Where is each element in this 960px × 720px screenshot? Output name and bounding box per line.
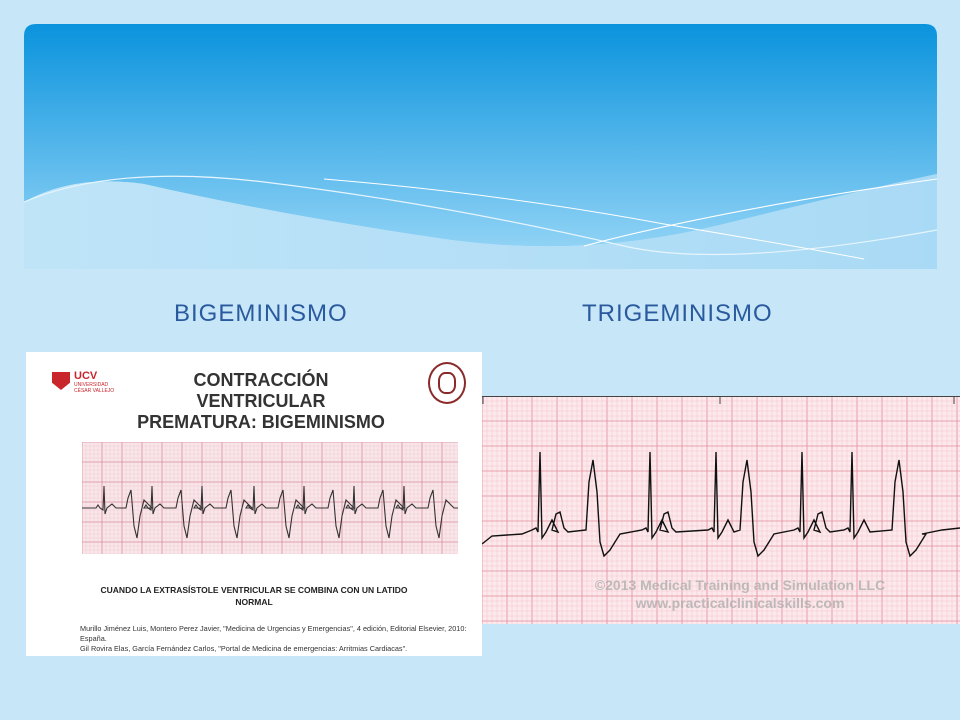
reference-line-1: Murillo Jiménez Luis, Montero Perez Javier, "Medicina de Urgencias y Emergencias", 4 edición, Editorial Elsevier, 2010: xyxy=(80,624,467,633)
slide-title-line-2: PREMATURA: BIGEMINISMO xyxy=(137,412,385,432)
reference-line-3: Gil Rovira Elas, García Fernández Carlos, "Portal de Medicina de emergencias: Arritmias Cardiacas". xyxy=(80,644,408,653)
watermark-line-1: ©2013 Medical Training and Simulation LLC xyxy=(594,577,886,593)
heading-bigeminismo: BIGEMINISMO xyxy=(174,300,348,327)
ucv-shield-icon xyxy=(52,372,70,390)
watermark-line-2: www.practicalclinicalskills.com xyxy=(635,595,845,611)
ucv-logo-subtitle: UNIVERSIDAD CÉSAR VALLEJO xyxy=(74,382,115,394)
heading-trigeminismo: TRIGEMINISMO xyxy=(582,300,773,327)
slide-title-line-1: CONTRACCIÓN VENTRICULAR xyxy=(193,370,329,411)
ucv-logo-name: UCV xyxy=(74,370,98,382)
header-banner xyxy=(24,24,937,269)
bigeminy-ecg-strip xyxy=(82,442,458,554)
bigeminy-slide-image xyxy=(26,352,482,656)
slide-references xyxy=(80,624,476,654)
trigeminy-ecg-image xyxy=(482,396,960,624)
slide-caption xyxy=(86,584,422,608)
reference-line-2: España. xyxy=(80,634,107,643)
slide-caption-line-1: CUANDO LA EXTRASÍSTOLE VENTRICULAR SE COMBINA CON UN LATIDO xyxy=(100,585,408,595)
slide-title xyxy=(136,370,386,433)
ucv-logo xyxy=(52,370,122,394)
slide-caption-line-2: NORMAL xyxy=(235,597,273,607)
copyright-watermark xyxy=(590,576,890,612)
medical-seal-icon xyxy=(428,362,466,404)
